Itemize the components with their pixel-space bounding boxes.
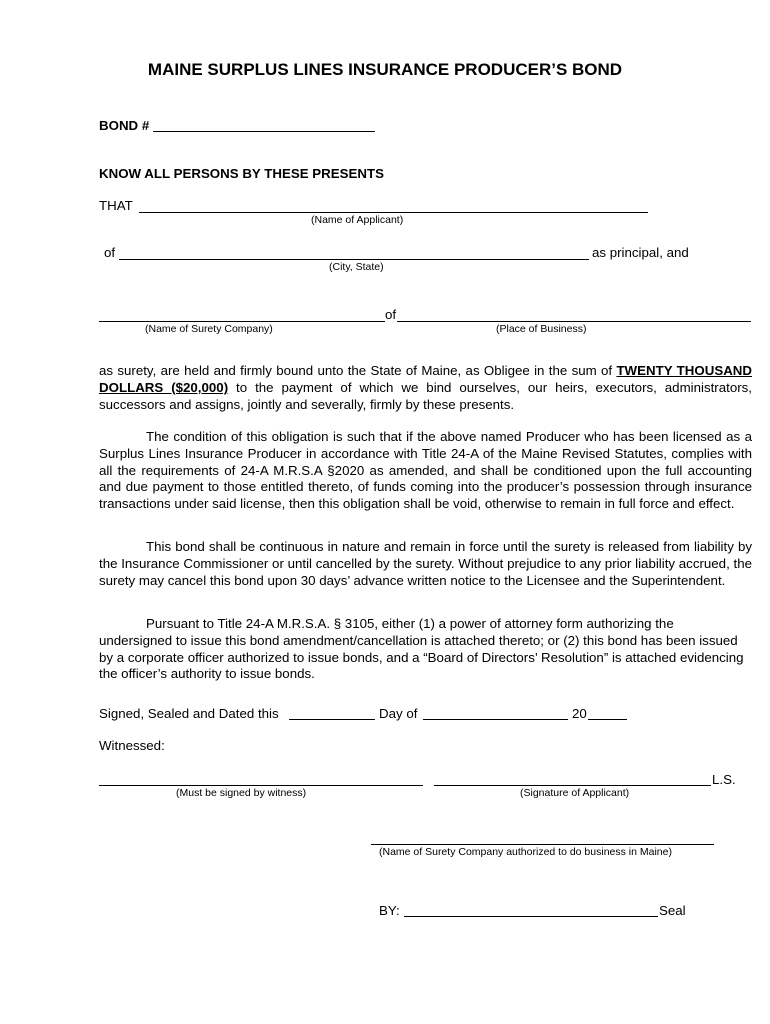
by-signature-field[interactable] — [404, 916, 658, 917]
applicant-name-field[interactable] — [139, 212, 648, 213]
bond-amount: TWENTY THOUSAND DOLLARS ($20,000) — [99, 363, 753, 395]
signed-label: Signed, Sealed and Dated this — [99, 706, 279, 721]
of-label: of — [104, 245, 116, 260]
by-label: BY: — [379, 903, 400, 918]
that-label: THAT — [99, 198, 133, 213]
city-state-field[interactable] — [119, 259, 589, 260]
surety-name-caption: (Name of Surety Company) — [145, 323, 273, 335]
witness-caption: (Must be signed by witness) — [176, 787, 307, 799]
paragraph-surety — [99, 363, 752, 413]
applicant-signature-field[interactable] — [434, 785, 711, 786]
paragraph-continuous: This bond shall be continuous in nature and remain in force until the surety is released from liability by the Insurance Commissioner or until cancelled by the surety. Without prejudice to any prior liability accrued, the surety may cancel this bond upon 30 days’ advance written notice to the Licensee and the Superintendent. — [99, 539, 752, 588]
paragraph-pursuant: Pursuant to Title 24-A M.R.S.A. § 3105, either (1) a power of attorney form authorizing the undersigned to issue this bond amendment/cancellation is attached thereto; or (2) this bond has been issued by a corporate officer authorized to issue bonds, and a “Board of Directors’ Resolution” is attached evidencing the officer’s authority to issue bonds. — [99, 616, 744, 682]
day-of-label: Day of — [379, 706, 418, 721]
know-all-heading: KNOW ALL PERSONS BY THESE PRESENTS — [99, 166, 384, 181]
place-of-business-field[interactable] — [397, 321, 751, 322]
applicant-name-caption: (Name of Applicant) — [311, 214, 404, 226]
surety-company-caption: (Name of Surety Company authorized to do business in Maine) — [379, 846, 672, 858]
day-field[interactable] — [289, 719, 375, 720]
year-field[interactable] — [588, 719, 627, 720]
applicant-signature-caption: (Signature of Applicant) — [520, 787, 630, 799]
surety-company-field[interactable] — [371, 844, 714, 845]
year-prefix: 20 — [572, 706, 587, 721]
of-label-2: of — [385, 307, 397, 322]
surety-name-field[interactable] — [99, 321, 385, 322]
city-state-caption: (City, State) — [329, 261, 384, 273]
ls-label: L.S. — [712, 772, 736, 787]
paragraph-surety-text: as surety, are held and firmly bound unto the State of Maine, as Obligee in the sum of — [99, 363, 617, 378]
witnessed-label: Witnessed: — [99, 738, 165, 753]
place-of-business-caption: (Place of Business) — [496, 323, 587, 335]
witness-signature-field[interactable] — [99, 785, 423, 786]
seal-label: Seal — [659, 903, 686, 918]
month-field[interactable] — [423, 719, 568, 720]
bond-number-field[interactable] — [153, 131, 375, 132]
bond-number-label: BOND # — [99, 118, 150, 133]
document-title: MAINE SURPLUS LINES INSURANCE PRODUCER’S BOND — [147, 60, 623, 79]
paragraph-surety-text-end: to the payment of which we bind ourselves, our heirs, executors, administrators, successors and assigns, jointly and severally, firmly by these presents. — [99, 379, 752, 412]
paragraph-condition: The condition of this obligation is such that if the above named Producer who has been licensed as a Surplus Lines Insurance Producer in accordance with Title 24-A of the Maine Revised Statutes, complies with all the requirements of 24-A M.R.S.A §2020 as amended, and shall be conditioned upon the full accounting and due payment to those entitled thereto, of funds coming into the producer’s possession through insurance transactions under said license, then this obligation shall be void, otherwise to remain in full force and effect. — [99, 429, 752, 512]
as-principal-text: as principal, and — [592, 245, 689, 260]
